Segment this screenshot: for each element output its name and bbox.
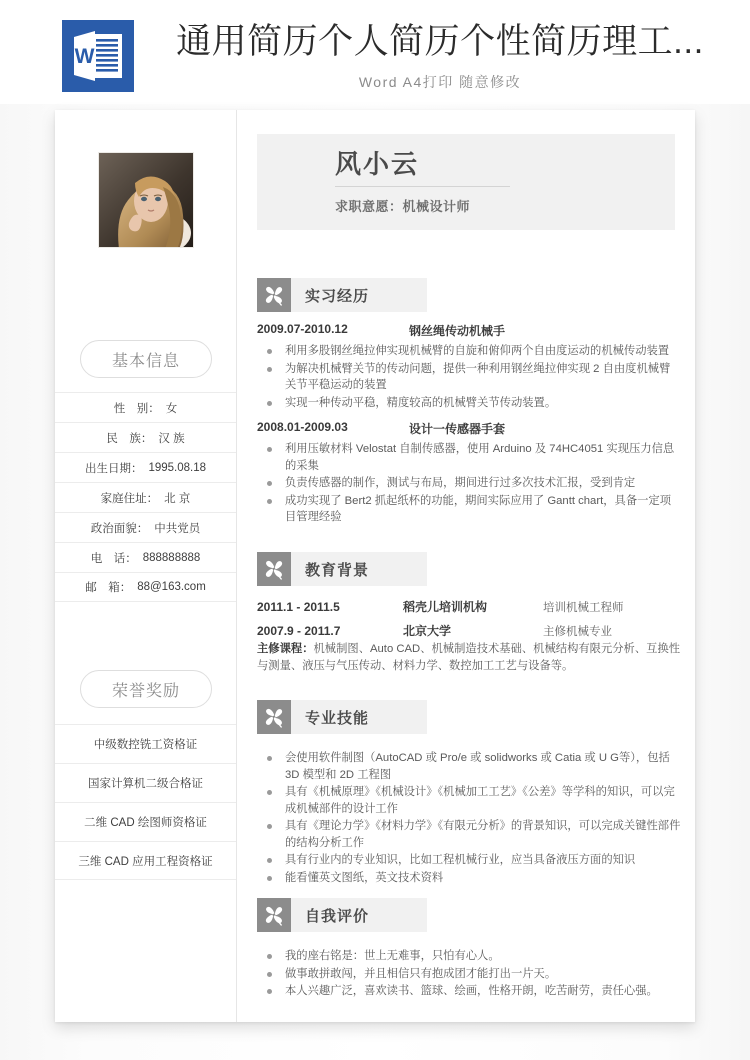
word-icon: [62, 20, 134, 92]
section-title: 实习经历: [305, 287, 370, 305]
info-label: 出生日期：: [84, 462, 143, 475]
info-value: 北 京: [164, 492, 191, 505]
divider: [335, 186, 510, 187]
avatar: [98, 152, 194, 248]
bullet-item: 成功实现了 Bert2 抓起纸杯的功能，期间实际应用了 Gantt chart，具备一定项目管理经验: [257, 493, 681, 526]
education-row: [257, 622, 681, 639]
info-label: 政治面貌：: [90, 522, 149, 535]
bullet-item: 我的座右铭是：世上无难事，只怕有心人。: [257, 948, 681, 965]
info-value: 汉 族: [158, 432, 185, 445]
clover-icon: [257, 552, 291, 586]
honors-list: [55, 724, 236, 880]
bullet-item: 本人兴趣广泛，喜欢读书、篮球、绘画，性格开朗，吃苦耐劳，责任心强。: [257, 983, 681, 1000]
courses-label: 主修课程：: [257, 643, 314, 655]
honors-heading: 荣誉奖励: [80, 670, 212, 708]
info-label: 电 话：: [90, 552, 137, 565]
info-row: [55, 392, 236, 422]
section-title: 专业技能: [305, 709, 370, 727]
education-block: [257, 598, 681, 675]
bullet-item: 负责传感器的制作，测试与布局，期间进行过多次技术汇报，受到肯定: [257, 475, 681, 492]
resume-page: [55, 110, 695, 1022]
info-value: 女: [165, 402, 178, 415]
job-title: 钢丝绳传动机械手: [409, 324, 506, 338]
bullet-item: 具有《机械原理》《机械设计》《机械加工工艺》《公差》等学科的知识，可以完成机械部件的设计工作: [257, 784, 681, 817]
list-item: 三维 CAD 应用工程资格证: [55, 841, 236, 880]
info-value: 88@163.com: [137, 581, 206, 593]
self-evaluation-bullets: [257, 948, 681, 1000]
section-header-internship: [257, 278, 427, 312]
resume-sidebar: [55, 110, 237, 1022]
info-row: [55, 422, 236, 452]
list-item: 二维 CAD 绘图师资格证: [55, 802, 236, 841]
courses-line: [257, 641, 681, 675]
education-school: 北京大学: [403, 624, 452, 638]
bullet-item: 具有《理论力学》《材料力学》《有限元分析》的背景知识，可以完成关键性部件的结构分析工作: [257, 818, 681, 851]
name-card: [257, 134, 675, 230]
bullet-item: 利用多股钢丝绳拉伸实现机械臂的自旋和俯仰两个自由度运动的机械传动装置: [257, 343, 681, 360]
job-title: 设计一传感器手套: [409, 422, 506, 436]
info-row: [55, 452, 236, 482]
section-header-skills: [257, 700, 427, 734]
education-row: [257, 598, 681, 615]
info-label: 家庭住址：: [100, 492, 159, 505]
preview-header: [0, 0, 750, 104]
internship-job-2: [257, 420, 681, 527]
education-major: 主修机械专业: [543, 626, 612, 638]
info-label: 邮 箱：: [85, 582, 132, 594]
job-bullets: [257, 441, 681, 526]
info-value: 1995.08.18: [148, 461, 207, 474]
bullet-item: 实现一种传动平稳，精度较高的机械臂关节传动装置。: [257, 395, 681, 412]
bullet-item: 会使用软件制图（AutoCAD 或 Pro/e 或 solidworks 或 Catia 或 U G等），包括 3D 模型和 2D 工程图: [257, 750, 681, 783]
bullet-item: 为解决机械臂关节的传动问题，提供一种利用钢丝绳拉伸实现 2 自由度机械臂关节平稳运动的装置: [257, 361, 681, 394]
info-row: [55, 572, 236, 602]
list-item: 国家计算机二级合格证: [55, 763, 236, 802]
info-row: [55, 482, 236, 512]
education-major: 培训机械工程师: [543, 602, 624, 614]
candidate-name: 风小云: [335, 149, 420, 179]
job-date: 2008.01-2009.03: [257, 420, 348, 434]
skills-block: [257, 750, 681, 887]
section-header-self-evaluation: [257, 898, 427, 932]
skills-bullets: [257, 750, 681, 886]
clover-icon: [257, 898, 291, 932]
info-value: 中共党员: [154, 522, 201, 535]
resume-main: [237, 110, 695, 1022]
bullet-item: 做事敢拼敢闯，并且相信只有抱成团才能打出一片天。: [257, 966, 681, 983]
bullet-item: 能看懂英文图纸，英文技术资料: [257, 870, 681, 887]
svg-text:W: W: [74, 45, 95, 68]
courses-text: 机械制图、Auto CAD、机械制造技术基础、机械结构有限元分析、互换性与测量、液压与气压传动、材料力学、数控加工工艺与设备等。: [257, 643, 681, 672]
bullet-item: 具有行业内的专业知识，比如工程机械行业，应当具备液压方面的知识: [257, 852, 681, 869]
education-date: 2007.9 - 2011.7: [257, 624, 341, 638]
list-item: 中级数控铣工资格证: [55, 724, 236, 763]
education-date: 2011.1 - 2011.5: [257, 600, 340, 614]
info-row: [55, 512, 236, 542]
document-title: 通用简历个人简历个性简历理工...: [176, 22, 704, 61]
basic-info-list: [55, 392, 236, 602]
info-label: 性 别：: [113, 402, 160, 415]
internship-job-1: [257, 322, 681, 412]
document-subtitle: Word A4打印 随意修改: [358, 74, 522, 90]
bullet-item: 利用压敏材料 Velostat 自制传感器，使用 Arduino 及 74HC4051 实现压力信息的采集: [257, 441, 681, 474]
job-bullets: [257, 343, 681, 411]
clover-icon: [257, 700, 291, 734]
section-title: 教育背景: [305, 561, 370, 579]
info-row: [55, 542, 236, 572]
section-header-education: [257, 552, 427, 586]
basic-info-heading: 基本信息: [80, 340, 212, 378]
job-date: 2009.07-2010.12: [257, 322, 348, 336]
education-school: 稻壳儿培训机构: [403, 600, 488, 614]
clover-icon: [257, 278, 291, 312]
self-evaluation-block: [257, 948, 681, 1001]
info-value: 888888888: [142, 551, 201, 564]
job-objective: 求职意愿：机械设计师: [335, 199, 471, 214]
info-label: 民 族：: [106, 432, 153, 445]
section-title: 自我评价: [305, 907, 370, 925]
title-block: [140, 18, 740, 92]
